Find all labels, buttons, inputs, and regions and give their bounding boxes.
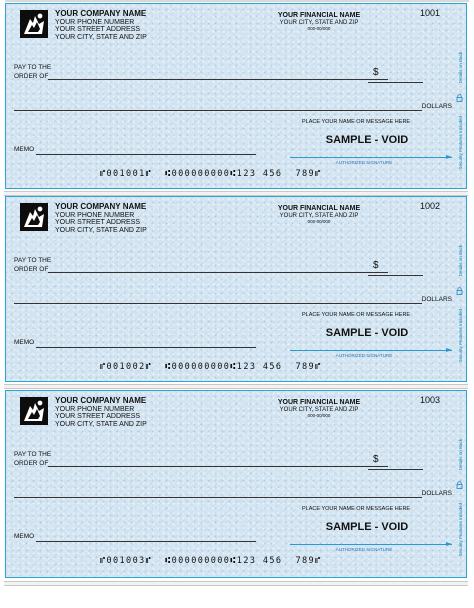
perforation-2: [4, 384, 468, 389]
message-text: PLACE YOUR NAME OR MESSAGE HERE: [302, 119, 411, 125]
bank-name: YOUR FINANCIAL NAME: [277, 12, 361, 19]
side-strip: [452, 4, 466, 188]
dollars-label: DOLLARS: [421, 296, 452, 303]
bank-name: YOUR FINANCIAL NAME: [277, 205, 361, 212]
signature-line: [290, 350, 452, 351]
micr-line: ⑈001001⑈ ⑆000000000⑆123 456 789⑈: [100, 169, 322, 179]
security-features-text: Security Features Included: [458, 309, 463, 363]
company-logo-icon: [20, 397, 48, 425]
pay-to-label: PAY TO THE ORDER OF: [14, 451, 52, 467]
bank-info: [249, 205, 389, 225]
perforation-3: [4, 581, 468, 586]
company-info: [55, 397, 147, 428]
side-strip: [452, 197, 466, 381]
company-city: YOUR CITY, STATE AND ZIP: [55, 33, 147, 41]
company-info: [55, 10, 147, 41]
payee-line: [48, 272, 388, 273]
bank-city: YOUR CITY, STATE AND ZIP: [279, 406, 359, 413]
lock-icon: [456, 94, 463, 102]
sample-void-text: SAMPLE - VOID: [325, 134, 409, 146]
bank-city: YOUR CITY, STATE AND ZIP: [279, 19, 359, 26]
bank-routing: 000-00/000: [307, 219, 331, 225]
sheet-top-edge: [5, 0, 469, 2]
check-number: 1001: [419, 8, 440, 18]
micr-line: ⑈001002⑈ ⑆000000000⑆123 456 789⑈: [100, 362, 322, 372]
bank-info: [249, 399, 389, 419]
details-on-back-text: Details on Back: [458, 52, 463, 84]
message-text: PLACE YOUR NAME OR MESSAGE HERE: [302, 506, 411, 512]
security-features-text: Security Features Included: [458, 503, 463, 557]
company-address: YOUR STREET ADDRESS: [55, 26, 141, 34]
company-city: YOUR CITY, STATE AND ZIP: [55, 226, 147, 234]
pay-to-label: PAY TO THE ORDER OF: [14, 64, 52, 80]
memo-line: [36, 541, 256, 542]
dollar-sign: $: [373, 454, 379, 465]
authorized-signature-label: AUTHORIZED SIGNATURE: [335, 353, 393, 358]
dollars-label: DOLLARS: [421, 490, 452, 497]
company-name: YOUR COMPANY NAME: [55, 396, 147, 405]
check-1002: [5, 196, 467, 382]
message-text: PLACE YOUR NAME OR MESSAGE HERE: [302, 312, 411, 318]
check-number: 1003: [419, 395, 440, 405]
company-logo-icon: [20, 203, 48, 231]
bank-routing: 000-00/000: [307, 413, 331, 419]
amount-words-line: [14, 110, 422, 111]
company-logo-icon: [20, 10, 48, 38]
sample-void-text: SAMPLE - VOID: [325, 521, 409, 533]
payee-line: [48, 466, 388, 467]
company-name: YOUR COMPANY NAME: [55, 9, 147, 18]
signature-line: [290, 544, 452, 545]
company-phone: YOUR PHONE NUMBER: [55, 211, 135, 219]
bank-city: YOUR CITY, STATE AND ZIP: [279, 212, 359, 219]
bank-routing: 000-00/000: [307, 26, 331, 32]
company-phone: YOUR PHONE NUMBER: [55, 405, 135, 413]
lock-icon: [456, 287, 463, 295]
company-name: YOUR COMPANY NAME: [55, 202, 147, 211]
side-strip: [452, 391, 466, 577]
bank-name: YOUR FINANCIAL NAME: [277, 399, 361, 406]
security-features-text: Security Features Included: [458, 116, 463, 170]
bank-info: [249, 12, 389, 32]
check-1001: [5, 3, 467, 189]
amount-line: [368, 469, 423, 470]
authorized-signature-label: AUTHORIZED SIGNATURE: [335, 160, 393, 165]
company-address: YOUR STREET ADDRESS: [55, 413, 141, 421]
memo-label: MEMO: [14, 533, 35, 540]
company-address: YOUR STREET ADDRESS: [55, 219, 141, 227]
memo-label: MEMO: [14, 146, 35, 153]
company-city: YOUR CITY, STATE AND ZIP: [55, 420, 147, 428]
check-number: 1002: [419, 201, 440, 211]
memo-label: MEMO: [14, 339, 35, 346]
signature-line: [290, 157, 452, 158]
memo-line: [36, 154, 256, 155]
details-on-back-text: Details on Back: [458, 439, 463, 471]
pay-to-label: PAY TO THE ORDER OF: [14, 257, 52, 273]
authorized-signature-label: AUTHORIZED SIGNATURE: [335, 547, 393, 552]
check-1003: [5, 390, 467, 578]
amount-words-line: [14, 497, 422, 498]
company-phone: YOUR PHONE NUMBER: [55, 18, 135, 26]
amount-words-line: [14, 303, 422, 304]
amount-line: [368, 82, 423, 83]
lock-icon: [456, 481, 463, 489]
sample-void-text: SAMPLE - VOID: [325, 327, 409, 339]
details-on-back-text: Details on Back: [458, 245, 463, 277]
memo-line: [36, 347, 256, 348]
amount-line: [368, 275, 423, 276]
dollars-label: DOLLARS: [421, 103, 452, 110]
micr-line: ⑈001003⑈ ⑆000000000⑆123 456 789⑈: [100, 556, 322, 566]
dollar-sign: $: [373, 67, 379, 78]
dollar-sign: $: [373, 260, 379, 271]
company-info: [55, 203, 147, 234]
payee-line: [48, 79, 388, 80]
